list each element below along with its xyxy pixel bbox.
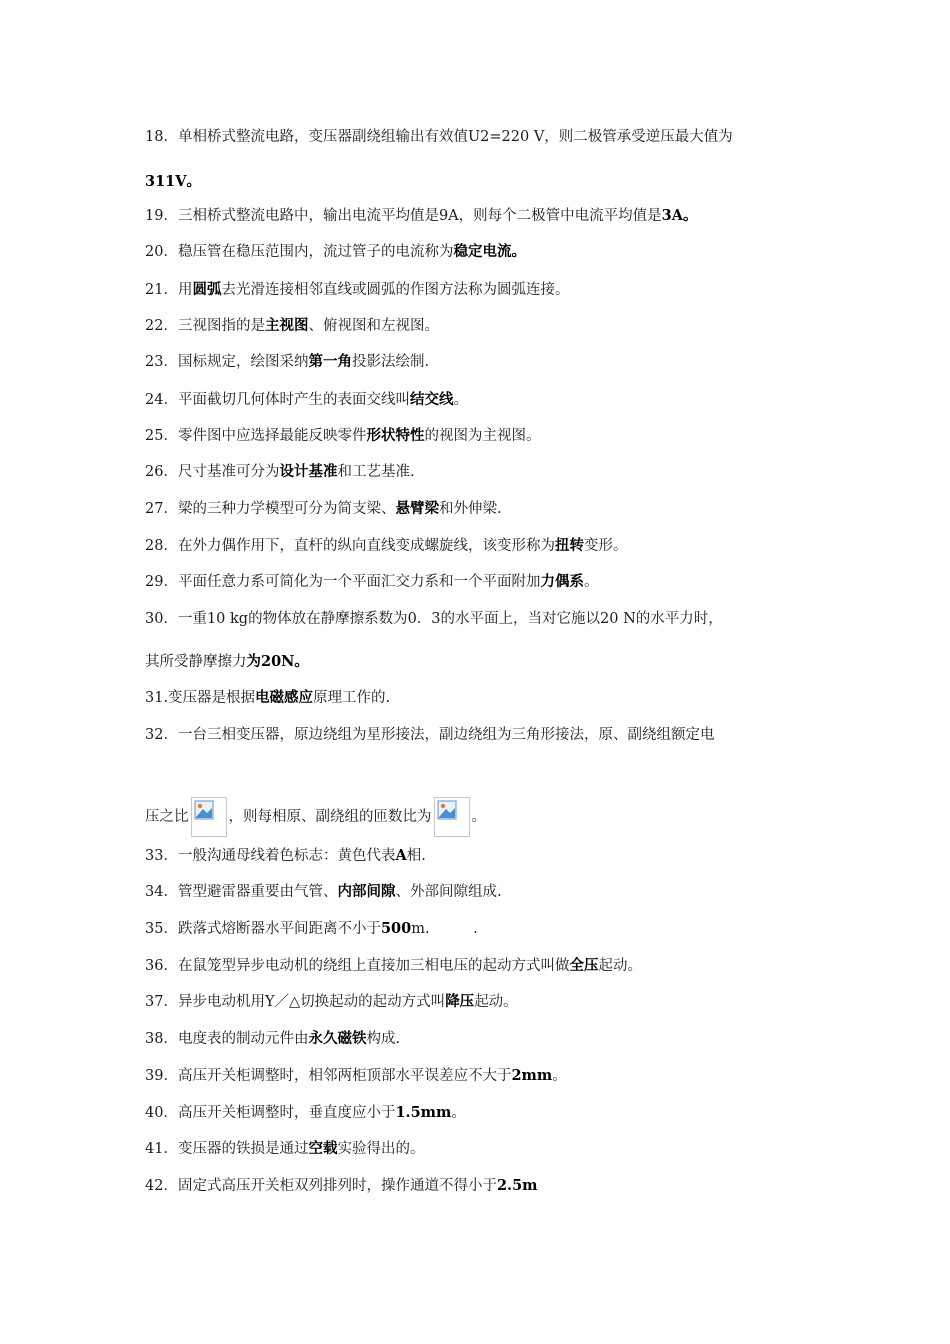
bold-answer-text: 圆弧 xyxy=(192,281,222,298)
bold-answer-text: 2mm xyxy=(511,1067,553,1084)
text-line xyxy=(145,797,890,837)
text-line xyxy=(145,1029,890,1049)
text-line xyxy=(145,1103,890,1123)
line-text: 32．一台三相变压器，原边绕组为星形接法，副边绕组为三角形接法，原、副绕组额定电 xyxy=(145,727,715,743)
bold-answer-text: 1.5mm xyxy=(395,1104,452,1121)
text-line xyxy=(145,1139,890,1159)
line-text: 18．单相桥式整流电路，变压器副绕组输出有效值U2=220 V，则二极管承受逆压最大值为 xyxy=(145,129,733,145)
line-text: 起动。 xyxy=(474,994,518,1010)
bold-answer-text: 为20N。 xyxy=(246,653,309,670)
broken-image-icon xyxy=(434,797,470,837)
line-text: 起动。 xyxy=(598,958,642,974)
text-line xyxy=(145,352,890,372)
bold-answer-text: 2.5m xyxy=(496,1177,538,1194)
line-text: 41．变压器的铁损是通过 xyxy=(145,1141,309,1157)
bold-answer-text: 3A。 xyxy=(661,207,698,224)
line-text: 。 xyxy=(583,574,599,590)
text-line xyxy=(145,499,890,519)
broken-image-icon xyxy=(191,797,227,837)
line-text: 19．三相桥式整流电路中，输出电流平均值是9A，则每个二极管中电流平均值是 xyxy=(145,208,662,224)
line-text: 39．高压开关柜调整时，相邻两柜顶部水平误差应不大于 xyxy=(145,1068,512,1084)
text-line xyxy=(145,652,890,672)
text-line xyxy=(145,846,890,866)
line-text: 26．尺寸基准可分为 xyxy=(145,464,280,480)
text-line xyxy=(145,956,890,976)
line-text: m. . xyxy=(411,921,478,937)
text-line xyxy=(145,1066,890,1086)
bold-answer-text: 形状特性 xyxy=(366,427,425,444)
text-line xyxy=(145,390,890,410)
bold-answer-text: 电磁感应 xyxy=(255,689,314,706)
text-line xyxy=(145,992,890,1012)
line-text: 36．在鼠笼型异步电动机的绕组上直接加三相电压的起动方式叫做 xyxy=(145,958,570,974)
line-text: ，则每相原、副绕组的匝数比为 xyxy=(228,809,432,825)
bold-answer-text: 降压 xyxy=(445,993,475,1010)
bold-answer-text: 永久磁铁 xyxy=(308,1030,367,1047)
text-line xyxy=(145,426,890,446)
line-text: 压之比 xyxy=(145,809,189,825)
bold-answer-text: 主视图 xyxy=(264,317,309,334)
bold-answer-text: 力偶系 xyxy=(540,573,584,590)
bold-answer-text: 悬臂梁 xyxy=(395,500,439,517)
line-text: 20．稳压管在稳压范围内，流过管子的电流称为 xyxy=(145,244,454,260)
line-text: 和外伸梁. xyxy=(438,501,502,517)
line-text: 其所受静摩擦力 xyxy=(145,654,247,670)
text-line xyxy=(145,462,890,482)
bold-answer-text: 311V。 xyxy=(145,173,202,190)
bold-answer-text: 稳定电流。 xyxy=(453,243,526,260)
text-line xyxy=(145,536,890,556)
line-text: 28．在外力偶作用下，直杆的纵向直线变成螺旋线，该变形称为 xyxy=(145,538,555,554)
text-line xyxy=(145,572,890,592)
line-text: 。 xyxy=(453,392,468,408)
bold-answer-text: 设计基准 xyxy=(279,463,338,480)
line-text: 构成. xyxy=(366,1031,401,1047)
text-line xyxy=(145,609,890,629)
text-line xyxy=(145,882,890,902)
line-text: 30．一重10 kg的物体放在静摩擦系数为0．3的水平面上，当对它施以20 N的水平力时， xyxy=(145,611,723,627)
line-text: 投影法绘制. xyxy=(351,354,430,370)
text-line xyxy=(145,725,890,745)
line-text: 23．国标规定，绘图采纳 xyxy=(145,354,309,370)
bold-answer-text: 扭转 xyxy=(554,537,584,554)
line-text: 的视图为主视图。 xyxy=(424,428,541,444)
line-text: 变形。 xyxy=(583,538,628,554)
line-text: 、外部间隙组成. xyxy=(395,884,502,900)
bold-answer-text: 第一角 xyxy=(308,353,352,370)
text-line xyxy=(145,206,890,226)
text-line xyxy=(145,919,890,939)
text-line xyxy=(145,172,890,192)
line-text: 24．平面截切几何体时产生的表面交线叫 xyxy=(145,392,410,408)
line-text: 40．高压开关柜调整时，垂直度应小于 xyxy=(145,1105,396,1121)
line-text: 33．一般沟通母线着色标志：黄色代表 xyxy=(145,848,396,864)
line-text: 和工艺基准. xyxy=(337,464,415,480)
line-text: 去光滑连接相邻直线或圆弧的作图方法称为圆弧连接。 xyxy=(221,282,570,298)
line-text: 31.变压器是根据 xyxy=(145,690,256,706)
line-text: 29．平面任意力系可简化为一个平面汇交力系和一个平面附加 xyxy=(145,574,541,590)
bold-answer-text: 500 xyxy=(380,920,412,937)
bold-answer-text: 内部间隙 xyxy=(337,883,396,900)
line-text: 原理工作的. xyxy=(313,690,391,706)
text-line xyxy=(145,280,890,300)
line-text: 。 xyxy=(552,1068,567,1084)
text-line xyxy=(145,242,890,262)
line-text: 27．梁的三种力学模型可分为简支梁、 xyxy=(145,501,396,517)
bold-answer-text: 全压 xyxy=(569,957,599,974)
bold-answer-text: A xyxy=(395,847,407,864)
line-text: 相. xyxy=(406,848,426,864)
text-line xyxy=(145,1176,890,1196)
line-text: 实验得出的。 xyxy=(337,1141,425,1157)
text-line xyxy=(145,316,890,336)
line-text: 38．电度表的制动元件由 xyxy=(145,1031,309,1047)
line-text: 21．用 xyxy=(145,282,193,298)
text-line xyxy=(145,688,890,708)
bold-answer-text: 空载 xyxy=(308,1140,338,1157)
bold-answer-text: 结交线 xyxy=(409,391,454,408)
line-text: 22．三视图指的是 xyxy=(145,318,265,334)
line-text: 、俯视图和左视图。 xyxy=(308,318,439,334)
line-text: 35．跌落式熔断器水平间距离不小于 xyxy=(145,921,381,937)
line-text: 34．管型避雷器重要由气管、 xyxy=(145,884,338,900)
line-text: 。 xyxy=(451,1105,466,1121)
line-text: 。 xyxy=(471,809,486,825)
line-text: 25．零件图中应选择最能反映零件 xyxy=(145,428,367,444)
line-text: 37．异步电动机用Y／△切换起动的起动方式叫 xyxy=(145,994,446,1010)
line-text: 42．固定式高压开关柜双列排列时，操作通道不得小于 xyxy=(145,1178,497,1194)
text-line xyxy=(145,127,890,147)
